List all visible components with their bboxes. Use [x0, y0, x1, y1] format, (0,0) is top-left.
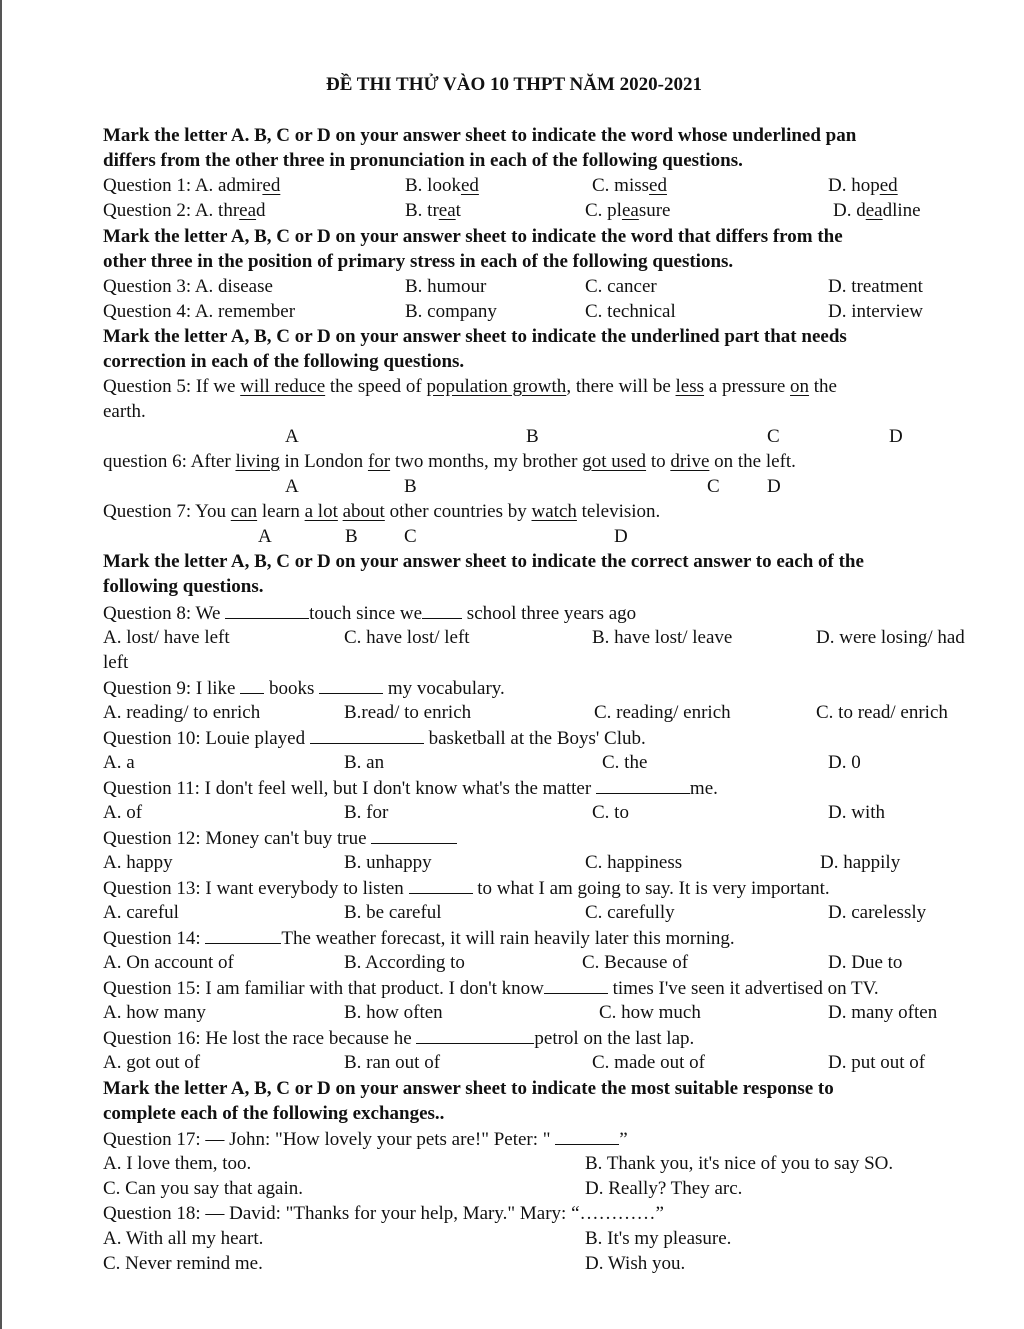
q11-option-b: B. for [344, 802, 389, 823]
section-1-instruction-line-1: Mark the letter A. B, C or D on your answer sheet to indicate the word whose underlined pan [103, 125, 857, 146]
q17-option-b: B. Thank you, it's nice of you to say SO. [585, 1153, 894, 1174]
q10-question: Question 10: Louie played basketball at the Boys' Club. [103, 728, 646, 749]
q11-blank [596, 777, 690, 794]
q9-option-d: C. to read/ enrich [816, 702, 948, 723]
q18-option-c: C. Never remind me. [103, 1253, 263, 1274]
q8-option-d-cont: left [103, 652, 129, 673]
section-3-instruction-line-2: correction in each of the following questions. [103, 351, 465, 372]
q4-option-c: C. technical [585, 301, 676, 322]
q10-option-b: B. an [344, 752, 385, 773]
q12-option-b: B. unhappy [344, 852, 432, 873]
q5-label-b: B [526, 426, 539, 447]
q12-option-d: D. happily [820, 852, 901, 873]
q13-option-a: A. careful [103, 902, 179, 923]
q13-option-c: C. carefully [585, 902, 675, 923]
q14-option-b: B. According to [344, 952, 465, 973]
q11-option-a: A. of [103, 802, 143, 823]
q11-question: Question 11: I don't feel well, but I don't know what's the matter me. [103, 778, 718, 799]
q16-option-a: A. got out of [103, 1052, 201, 1073]
q8-option-c: C. have lost/ left [344, 627, 470, 648]
q14-question: Question 14: The weather forecast, it will rain heavily later this morning. [103, 928, 735, 949]
q2-option-b: B. treat [405, 200, 461, 221]
q10-option-a: A. a [103, 752, 135, 773]
q17-option-a: A. I love them, too. [103, 1153, 252, 1174]
q7-label-a: A [258, 526, 272, 547]
q11-option-c: C. to [592, 802, 629, 823]
q6-label-c: C [707, 476, 720, 497]
q5-sentence-line-2: earth. [103, 401, 146, 422]
q15-option-c: C. how much [599, 1002, 701, 1023]
q4-option-b: B. company [405, 301, 497, 322]
q18-option-a: A. With all my heart. [103, 1228, 264, 1249]
q7-label-c: C [404, 526, 417, 547]
q15-blank [544, 977, 608, 994]
q9-blank-1 [240, 677, 264, 694]
q11-option-d: D. with [828, 802, 885, 823]
q16-option-c: C. made out of [592, 1052, 705, 1073]
section-1-instruction-line-2: differs from the other three in pronunciation in each of the following questions. [103, 150, 743, 171]
q18-option-d: D. Wish you. [585, 1253, 686, 1274]
q13-option-b: B. be careful [344, 902, 442, 923]
q9-option-b: B.read/ to enrich [344, 702, 472, 723]
q3-option-c: C. cancer [585, 276, 657, 297]
q13-option-d: D. carelessly [828, 902, 927, 923]
q12-option-a: A. happy [103, 852, 173, 873]
q15-option-a: A. how many [103, 1002, 206, 1023]
q8-blank-2 [422, 602, 462, 619]
section-2-instruction-line-2: other three in the position of primary stress in each of the following questions. [103, 251, 734, 272]
q5-label-c: C [767, 426, 780, 447]
q17-question: Question 17: — John: "How lovely your pets are!" Peter: " ” [103, 1129, 628, 1150]
q6-sentence: question 6: After living in London for two months, my brother got used to drive on the left. [103, 451, 796, 472]
q15-question: Question 15: I am familiar with that product. I don't know times I've seen it advertised on TV. [103, 978, 879, 999]
q16-blank [416, 1027, 534, 1044]
q16-question: Question 16: He lost the race because he petrol on the last lap. [103, 1028, 695, 1049]
q7-label-d: D [614, 526, 628, 547]
q2-option-d: D. deadline [833, 200, 921, 221]
q3-option-b: B. humour [405, 276, 487, 297]
q8-option-b: B. have lost/ leave [592, 627, 733, 648]
q13-blank [409, 877, 473, 894]
section-5-instruction-line-2: complete each of the following exchanges.. [103, 1103, 445, 1124]
q15-option-d: D. many often [828, 1002, 938, 1023]
section-4-instruction-line-1: Mark the letter A, B, C or D on your answer sheet to indicate the correct answer to each of the [103, 551, 864, 572]
q16-option-d: D. put out of [828, 1052, 926, 1073]
q7-sentence: Question 7: You can learn a lot about other countries by watch television. [103, 501, 661, 522]
q3-option-a: Question 3: A. disease [103, 276, 273, 297]
q6-label-a: A [285, 476, 299, 497]
q8-option-a: A. lost/ have left [103, 627, 230, 648]
q1-option-b: B. looked [405, 175, 479, 196]
q7-label-b: B [345, 526, 358, 547]
q3-option-d: D. treatment [828, 276, 923, 297]
q9-option-a: A. reading/ to enrich [103, 702, 261, 723]
q18-question: Question 18: — David: "Thanks for your help, Mary." Mary: “…………” [103, 1203, 664, 1224]
q13-question: Question 13: I want everybody to listen to what I am going to say. It is very important. [103, 878, 830, 899]
q5-sentence: Question 5: If we will reduce the speed of population growth, there will be less a pressure on the [103, 376, 837, 397]
q2-option-a: Question 2: A. thread [103, 200, 266, 221]
q2-option-c: C. pleasure [585, 200, 671, 221]
q14-option-d: D. Due to [828, 952, 903, 973]
q1-option-d: D. hoped [828, 175, 898, 196]
section-4-instruction-line-2: following questions. [103, 576, 264, 597]
q6-label-b: B [404, 476, 417, 497]
q1-option-a: Question 1: A. admired [103, 175, 281, 196]
q17-option-c: C. Can you say that again. [103, 1178, 303, 1199]
q8-question: Question 8: We touch since we school three years ago [103, 603, 637, 624]
q18-option-b: B. It's my pleasure. [585, 1228, 732, 1249]
q10-option-d: D. 0 [828, 752, 861, 773]
section-2-instruction-line-1: Mark the letter A, B, C or D on your answer sheet to indicate the word that differs from the [103, 226, 843, 247]
q12-question: Question 12: Money can't buy true [103, 827, 457, 850]
q12-option-c: C. happiness [585, 852, 683, 873]
q16-option-b: B. ran out of [344, 1052, 441, 1073]
q9-option-c: C. reading/ enrich [594, 702, 731, 723]
section-3-instruction-line-1: Mark the letter A, B, C or D on your answer sheet to indicate the underlined part that needs [103, 326, 847, 347]
q10-option-c: C. the [602, 752, 648, 773]
q4-option-a: Question 4: A. remember [103, 301, 296, 322]
section-5-instruction-line-1: Mark the letter A, B, C or D on your answer sheet to indicate the most suitable response to [103, 1078, 834, 1099]
q9-blank-2 [319, 677, 383, 694]
q6-label-d: D [767, 476, 781, 497]
q15-option-b: B. how often [344, 1002, 443, 1023]
q17-option-d: D. Really? They arc. [585, 1178, 743, 1199]
q1-option-c: C. missed [592, 175, 667, 196]
q8-option-d: D. were losing/ had [816, 627, 965, 648]
q14-option-a: A. On account of [103, 952, 234, 973]
exam-title: ĐỀ THI THỬ VÀO 10 THPT NĂM 2020-2021 [325, 74, 702, 95]
q9-question: Question 9: I like books my vocabulary. [103, 678, 505, 699]
q4-option-d: D. interview [828, 301, 923, 322]
q8-blank-1 [225, 602, 309, 619]
q17-blank [555, 1128, 619, 1145]
q10-blank [310, 727, 424, 744]
q14-option-c: C. Because of [582, 952, 689, 973]
q5-label-d: D [889, 426, 903, 447]
q12-blank [371, 827, 457, 844]
q14-blank [205, 927, 281, 944]
q5-label-a: A [285, 426, 299, 447]
